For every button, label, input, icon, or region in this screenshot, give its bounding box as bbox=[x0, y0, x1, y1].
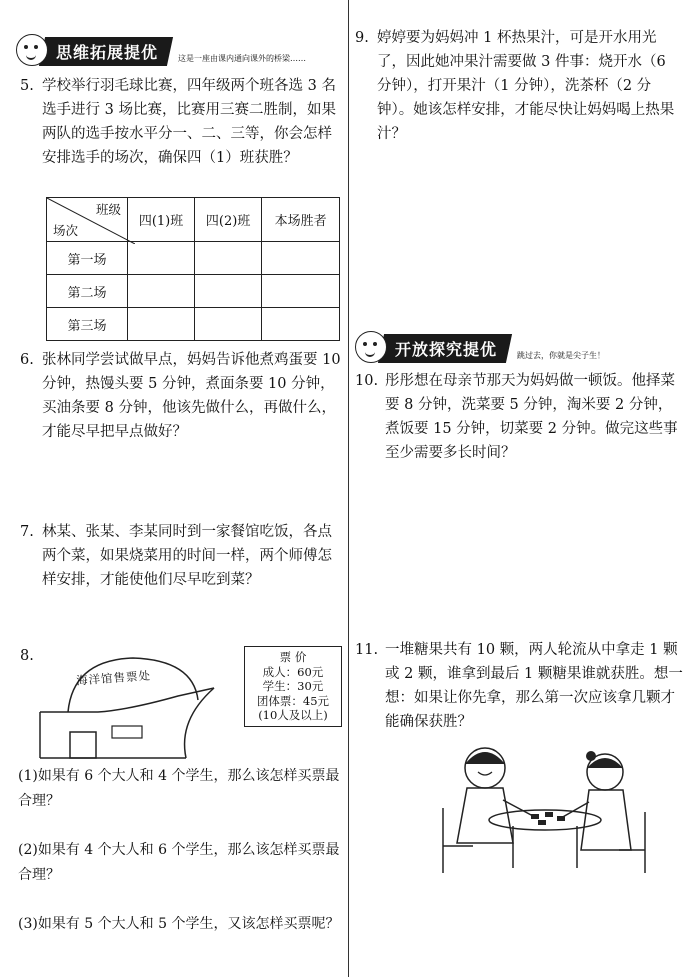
section-banner-thinking bbox=[16, 36, 306, 66]
table-header: 本场胜者 bbox=[262, 198, 340, 242]
table-cell[interactable] bbox=[262, 275, 340, 308]
left-column: 思维拓展提优 这是一座由课内通向课外的桥梁…… 5. 学校举行羽毛球比赛，四年级两个班各选 3 名选手进行 3 场比赛，比赛用三赛二胜制，如果两队的选手按水平分一、二、三等，你会怎样安排选手的场次，确保四（1）班获胜？ 班级 场次 四(1)班 四(2)班 本场胜者 第一场 第二场 第三场 6. 张林同学尝试做早点，妈妈告诉他煮鸡蛋要 10 分钟，热馒头要 5 分钟，煮面条要 10 分钟，买油条要 8 分钟，他该先做什么，再做什么，才能尽早把早点做好？ 7. 林某、张某、李某同时到一家餐馆吃饭，各点两个菜，如果烧菜用的时间一样，两个师傅怎样安排，才能使他们尽早吃到菜？ 8. 海洋馆售票处 票 价 成人：60元 学生：30元 团体票：45元 (10人及以上) (1)如果有 6 个大人和 4 个学生，那么该怎样买票最合理？ (2)如果有 4 个大人和 6 个学生，那么该怎样买票最合理？ (3)如果有 5 个大人和 5 个学生，又该怎样买票呢？ bbox=[8, 0, 343, 977]
table-header: 四(1)班 bbox=[128, 198, 195, 242]
section-title: 思维拓展提优 bbox=[39, 37, 173, 66]
table-cell[interactable] bbox=[128, 242, 195, 275]
table-row: 第一场 bbox=[47, 242, 340, 275]
question-6: 6. 张林同学尝试做早点，妈妈告诉他煮鸡蛋要 10 分钟，热馒头要 5 分钟，煮面条要 10 分钟，买油条要 8 分钟，他该先做什么，再做什么，才能尽早把早点做好？ bbox=[20, 352, 341, 440]
section-slogan: 跳过去，你就是尖子生！ bbox=[517, 351, 606, 360]
ticket-price-board: 票 价 成人：60元 学生：30元 团体票：45元 (10人及以上) bbox=[244, 646, 342, 727]
table-cell[interactable] bbox=[195, 275, 262, 308]
table-row: 第三场 bbox=[47, 308, 340, 341]
column-divider bbox=[348, 0, 349, 977]
table-diagonal-header: 班级 场次 bbox=[47, 198, 128, 242]
right-column bbox=[355, 0, 695, 977]
question-10: 10. 彤彤想在母亲节那天为妈妈做一顿饭。他择菜要 8 分钟，洗菜要 5 分钟，淘米要 2 分钟，煮饭要 15 分钟，切菜要 2 分钟。做完这些事至少需要多长时间？ bbox=[355, 373, 678, 461]
mascot-icon bbox=[355, 331, 387, 363]
building-sign: 海洋馆售票处 bbox=[75, 668, 152, 688]
section-banner-explore bbox=[355, 333, 605, 363]
question-8-sub-2: (2)如果有 4 个大人和 6 个学生，那么该怎样买票最合理？ bbox=[18, 842, 340, 883]
children-playing-illustration bbox=[433, 738, 658, 878]
mascot-icon bbox=[16, 34, 48, 66]
table-cell[interactable] bbox=[262, 308, 340, 341]
table-header: 四(2)班 bbox=[195, 198, 262, 242]
question-5: 5. 学校举行羽毛球比赛，四年级两个班各选 3 名选手进行 3 场比赛，比赛用三赛二胜制，如果两队的选手按水平分一、二、三等，你会怎样安排选手的场次，确保四（1）班获胜？ bbox=[20, 78, 336, 166]
table-cell[interactable] bbox=[128, 308, 195, 341]
question-8-sub-3: (3)如果有 5 个大人和 5 个学生，又该怎样买票呢？ bbox=[18, 916, 340, 932]
table-cell[interactable] bbox=[128, 275, 195, 308]
match-table bbox=[46, 197, 340, 341]
question-8-sub-1: (1)如果有 6 个大人和 4 个学生，那么该怎样买票最合理？ bbox=[18, 768, 340, 809]
table-row: 第二场 bbox=[47, 275, 340, 308]
table-cell[interactable] bbox=[195, 308, 262, 341]
question-9: 9. 婷婷要为妈妈冲 1 杯热果汁，可是开水用光了，因此她冲果汁需要做 3 件事：烧开水（6 分钟），打开果汁（1 分钟），洗茶杯（2 分钟）。她该怎样安排，才能尽快让妈妈喝上热果汁？ bbox=[355, 30, 675, 142]
section-title: 开放探究提优 bbox=[378, 334, 512, 363]
question-11: 11. 一堆糖果共有 10 颗，两人轮流从中拿走 1 颗或 2 颗，谁拿到最后 1 颗糖果谁就获胜。想一想：如果让你先拿，那么第一次应该拿几颗才能确保获胜？ bbox=[355, 642, 683, 730]
question-7: 7. 林某、张某、李某同时到一家餐馆吃饭，各点两个菜，如果烧菜用的时间一样，两个师傅怎样安排，才能使他们尽早吃到菜？ bbox=[20, 524, 332, 588]
aquarium-building-illustration bbox=[28, 640, 238, 765]
table-cell[interactable] bbox=[195, 242, 262, 275]
table-cell[interactable] bbox=[262, 242, 340, 275]
section-slogan: 这是一座由课内通向课外的桥梁…… bbox=[178, 54, 307, 63]
